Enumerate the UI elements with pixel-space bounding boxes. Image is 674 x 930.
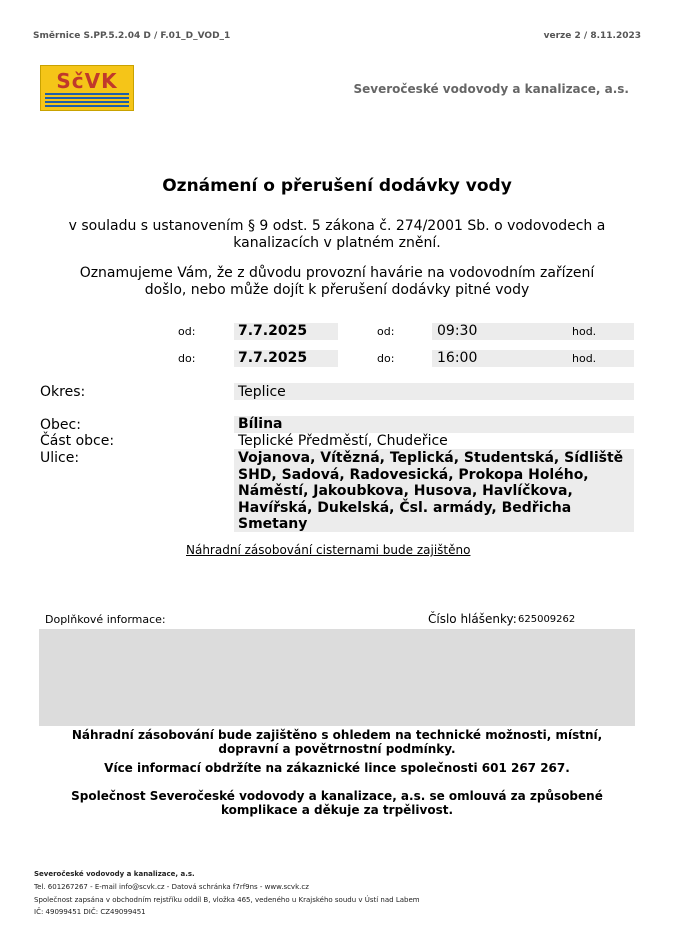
legal-text: v souladu s ustanovením § 9 odst. 5 zákona č. 274/2001 Sb. o vodovodech a kanalizacích v platném znění. (68, 218, 606, 251)
customer-line-note: Více informací obdržíte na zákaznické lince společnosti 601 267 267. (104, 761, 570, 775)
report-number-value: 625009262 (518, 614, 576, 625)
municipality-label: Obec: (40, 417, 81, 433)
logo-text: SčVK (56, 69, 118, 93)
time-to-unit: hod. (572, 352, 597, 365)
company-logo (40, 65, 134, 111)
supply-note: Náhradní zásobování cisternami bude zajištěno (186, 543, 471, 557)
document-code: Směrnice S.PP.5.2.04 D / F.01_D_VOD_1 (33, 31, 231, 41)
district-label: Okres: (40, 384, 86, 400)
time-from-value: 09:30 (437, 323, 478, 339)
footer-company: Severočeské vodovody a kanalizace, a.s. (34, 870, 195, 878)
time-from-unit: hod. (572, 325, 597, 338)
report-number-label: Číslo hlášenky: (428, 612, 517, 626)
footer-contact: Tel. 601267267 - E-mail info@scvk.cz - Datová schránka f7rf9ns - www.scvk.cz (34, 883, 309, 891)
supply-conditions-note: Náhradní zásobování bude zajištěno s ohledem na technické možnosti, místní, dopravní a povětrnostní podmínky. (71, 728, 603, 756)
time-to-label: do: (377, 352, 395, 365)
district-value: Teplice (238, 384, 286, 400)
additional-info-box (39, 629, 635, 726)
company-name: Severočeské vodovody a kanalizace, a.s. (353, 82, 629, 96)
apology-note: Společnost Severočeské vodovody a kanalizace, a.s. se omlouvá za způsobené komplikace a děkuje za trpělivost. (71, 789, 603, 817)
time-to-value: 16:00 (437, 350, 478, 366)
streets-label: Ulice: (40, 450, 80, 466)
part-value: Teplické Předměstí, Chudeřice (238, 433, 448, 449)
date-from-label: od: (178, 325, 196, 338)
notice-title: Oznámení o přerušení dodávky vody (162, 176, 512, 196)
intro-text: Oznamujeme Vám, že z důvodu provozní havárie na vodovodním zařízení došlo, nebo může dojít k přerušení dodávky pitné vody (79, 265, 595, 298)
additional-info-text (39, 629, 635, 641)
date-from-value: 7.7.2025 (238, 323, 308, 339)
footer-registry: Společnost zapsána v obchodním rejstříku oddíl B, vložka 465, vedeného u Krajského soudu v Ústí nad Labem (34, 896, 420, 904)
time-from-label: od: (377, 325, 395, 338)
date-to-label: do: (178, 352, 196, 365)
document-version: verze 2 / 8.11.2023 (543, 31, 641, 41)
streets-value: Vojanova, Vítězná, Teplická, Studentská, Sídliště SHD, Sadová, Radovesická, Prokopa Holého, Náměstí, Jakoubkova, Husova, Havlíčkova, Havířská, Dukelská, Čsl. armády, Bedřicha Smetany (238, 450, 624, 532)
additional-info-label: Doplňkové informace: (45, 613, 166, 626)
logo-stripes (45, 93, 129, 108)
date-to-value: 7.7.2025 (238, 350, 308, 366)
footer-ids: IČ: 49099451 DIČ: CZ49099451 (34, 908, 146, 916)
district-cell (234, 383, 634, 400)
municipality-value: Bílina (238, 416, 283, 432)
part-label: Část obce: (40, 433, 115, 449)
municipality-cell (234, 416, 634, 433)
